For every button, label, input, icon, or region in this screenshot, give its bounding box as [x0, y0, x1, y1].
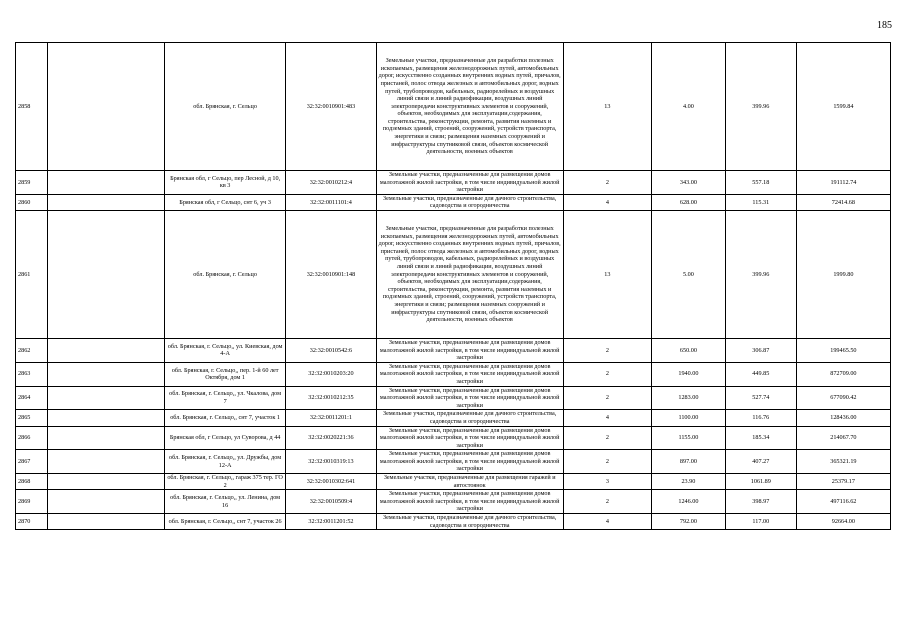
cell-specific-value: 527.74: [725, 386, 796, 410]
cell-area: 343.00: [651, 171, 725, 195]
cell-cadastral-number: 32:32:0010509:4: [286, 490, 376, 514]
cell-address: обл. Брянская, г. Сельцо: [164, 210, 286, 338]
cell-empty: [48, 474, 164, 490]
cell-group: 4: [563, 194, 651, 210]
table-row: [16, 210, 891, 338]
cell-permitted-use: Земельные участки, предназначенные для дачного строительства, садоводства и огородничества: [376, 194, 563, 210]
cell-cadastral-number: 32:32:0010901:148: [286, 210, 376, 338]
cell-group: 2: [563, 386, 651, 410]
cell-permitted-use: Земельные участки, предназначенные для размещения домов малоэтажной жилой застройки, в том числе индивидуальной жилой застройки: [376, 338, 563, 362]
cell-cadastral-value: 25379.17: [796, 474, 890, 490]
table-row: [16, 194, 891, 210]
cell-group: 3: [563, 474, 651, 490]
cell-area: 5.00: [651, 210, 725, 338]
cell-address: Брянская обл, г Сельцо, снт 6, уч 3: [164, 194, 286, 210]
cell-empty: [48, 426, 164, 450]
table-row: [16, 490, 891, 514]
cell-cadastral-number: 32:32:0011101:4: [286, 194, 376, 210]
table-row: [16, 338, 891, 362]
cell-number: 2859: [16, 171, 48, 195]
table-row: [16, 362, 891, 386]
cell-number: 2866: [16, 426, 48, 450]
cell-empty: [48, 194, 164, 210]
cell-specific-value: 449.85: [725, 362, 796, 386]
cell-cadastral-number: 32:32:0010302:641: [286, 474, 376, 490]
cell-number: 2869: [16, 490, 48, 514]
cell-cadastral-number: 32:32:0010901:483: [286, 43, 376, 171]
cell-number: 2862: [16, 338, 48, 362]
cell-area: 650.00: [651, 338, 725, 362]
cell-number: 2861: [16, 210, 48, 338]
cell-address: обл. Брянская, г. Сельцо,, снт 7, участок 1: [164, 410, 286, 426]
cell-permitted-use: Земельные участки, предназначенные для размещения домов малоэтажной жилой застройки, в том числе индивидуальной жилой застройки: [376, 386, 563, 410]
cell-cadastral-number: 32:32:0010212:35: [286, 386, 376, 410]
cell-empty: [48, 43, 164, 171]
cell-cadastral-value: 128436.00: [796, 410, 890, 426]
cell-empty: [48, 386, 164, 410]
cell-empty: [48, 450, 164, 474]
cell-specific-value: 399.96: [725, 210, 796, 338]
cell-group: 2: [563, 426, 651, 450]
cell-permitted-use: Земельные участки, предназначенные для размещения домов малоэтажной жилой застройки, в том числе индивидуальной жилой застройки: [376, 450, 563, 474]
table-row: [16, 426, 891, 450]
cell-specific-value: 115.31: [725, 194, 796, 210]
page-number: 185: [877, 20, 892, 31]
cell-empty: [48, 362, 164, 386]
cell-area: 1155.00: [651, 426, 725, 450]
cell-area: 1246.00: [651, 490, 725, 514]
land-plots-table: [15, 42, 891, 530]
cell-cadastral-value: 92664.00: [796, 514, 890, 530]
cell-address: Брянская обл, г Сельцо, ул Суворова, д 44: [164, 426, 286, 450]
cell-area: 1100.00: [651, 410, 725, 426]
cell-area: 23.90: [651, 474, 725, 490]
cell-empty: [48, 410, 164, 426]
cell-empty: [48, 210, 164, 338]
cell-number: 2858: [16, 43, 48, 171]
cell-cadastral-value: 191112.74: [796, 171, 890, 195]
cell-cadastral-value: 72414.68: [796, 194, 890, 210]
cell-group: 2: [563, 362, 651, 386]
cell-group: 4: [563, 410, 651, 426]
cell-permitted-use: Земельные участки, предназначенные для разработки полезных ископаемых, размещения железнодорожных путей, автомобильных дорог, искусственно созданных внутренних водных путей, причалов, пристаней, полос отвода железных и автомобильных дорог, водных путей, трубопроводов, кабельных, радиорелейных и воздушных линий связи и линий радиофикации, воздушных линий электропередачи конструктивных элементов и сооружений, объектов, необходимых для эксплуатации,содержания, строительства, реконструкции, ремонта, развития наземных и подземных зданий, строений, сооружений, устройств транспорта, энергетики и связи; размещения наземных сооружений и инфраструктуры спутниковой связи, объектов космической деятельности, военных объектов: [376, 43, 563, 171]
cell-number: 2865: [16, 410, 48, 426]
cell-cadastral-value: 199465.50: [796, 338, 890, 362]
cell-group: 2: [563, 171, 651, 195]
cell-cadastral-value: 872709.00: [796, 362, 890, 386]
table-body: [16, 43, 891, 530]
table-row: [16, 514, 891, 530]
cell-address: обл. Брянская, г. Сельцо: [164, 43, 286, 171]
cell-cadastral-value: 1599.84: [796, 43, 890, 171]
cell-empty: [48, 514, 164, 530]
cell-area: 628.00: [651, 194, 725, 210]
cell-number: 2870: [16, 514, 48, 530]
cell-cadastral-value: 365321.19: [796, 450, 890, 474]
cell-permitted-use: Земельные участки, предназначенные для размещения домов малоэтажной жилой застройки, в том числе индивидуальной жилой застройки: [376, 426, 563, 450]
cell-area: 1940.00: [651, 362, 725, 386]
cell-cadastral-value: 677090.42: [796, 386, 890, 410]
cell-empty: [48, 338, 164, 362]
cell-permitted-use: Земельные участки, предназначенные для размещения гаражей и автостоянок: [376, 474, 563, 490]
cell-cadastral-value: 497116.62: [796, 490, 890, 514]
table-row: [16, 450, 891, 474]
cell-area: 792.00: [651, 514, 725, 530]
cell-area: 897.00: [651, 450, 725, 474]
cell-specific-value: 557.18: [725, 171, 796, 195]
cell-address: обл. Брянская, г. Сельцо,, ул. Чкалова, дом 7: [164, 386, 286, 410]
cell-number: 2863: [16, 362, 48, 386]
cell-address: обл. Брянская, г. Сельцо,, ул. Киевская, дом 4-А: [164, 338, 286, 362]
cell-cadastral-number: 32:32:0010212:4: [286, 171, 376, 195]
cell-permitted-use: Земельные участки, предназначенные для дачного строительства, садоводства и огородничества: [376, 410, 563, 426]
cell-empty: [48, 171, 164, 195]
table-row: [16, 43, 891, 171]
cell-permitted-use: Земельные участки, предназначенные для дачного строительства, садоводства и огородничества: [376, 514, 563, 530]
cell-address: обл. Брянская, г. Сельцо,, пер. 1-й 60 лет Октября, дом 1: [164, 362, 286, 386]
cell-cadastral-number: 32:32:0011201:52: [286, 514, 376, 530]
cell-group: 2: [563, 450, 651, 474]
cell-cadastral-number: 32:32:0011201:1: [286, 410, 376, 426]
cell-cadastral-number: 32:32:0020221:36: [286, 426, 376, 450]
cell-group: 13: [563, 210, 651, 338]
cell-specific-value: 306.87: [725, 338, 796, 362]
cell-specific-value: 399.96: [725, 43, 796, 171]
table-row: [16, 386, 891, 410]
cell-cadastral-value: 1999.80: [796, 210, 890, 338]
cell-group: 2: [563, 490, 651, 514]
cell-specific-value: 407.27: [725, 450, 796, 474]
cell-specific-value: 398.97: [725, 490, 796, 514]
cell-address: Брянская обл, г Сельцо, пер Лесной, д 10, кв 3: [164, 171, 286, 195]
cell-group: 13: [563, 43, 651, 171]
cell-specific-value: 1061.89: [725, 474, 796, 490]
table-row: [16, 410, 891, 426]
cell-cadastral-value: 214067.70: [796, 426, 890, 450]
cell-specific-value: 117.00: [725, 514, 796, 530]
cell-group: 4: [563, 514, 651, 530]
cell-permitted-use: Земельные участки, предназначенные для размещения домов малоэтажной жилой застройки, в том числе индивидуальной жилой застройки: [376, 171, 563, 195]
cell-address: обл. Брянская, г. Сельцо,, гараж 375 тер. ГО 2: [164, 474, 286, 490]
cell-group: 2: [563, 338, 651, 362]
cell-permitted-use: Земельные участки, предназначенные для размещения домов малоэтажной жилой застройки, в том числе индивидуальной жилой застройки: [376, 362, 563, 386]
cell-number: 2864: [16, 386, 48, 410]
cell-address: обл. Брянская, г. Сельцо,, ул. Дружбы, дом 12-А: [164, 450, 286, 474]
cell-cadastral-number: 32:32:0010319:13: [286, 450, 376, 474]
cell-number: 2868: [16, 474, 48, 490]
cell-number: 2860: [16, 194, 48, 210]
table-row: [16, 171, 891, 195]
cell-empty: [48, 490, 164, 514]
cell-area: 4.00: [651, 43, 725, 171]
cell-cadastral-number: 32:32:0010203:20: [286, 362, 376, 386]
cell-specific-value: 116.76: [725, 410, 796, 426]
cell-cadastral-number: 32:32:0010542:6: [286, 338, 376, 362]
cell-number: 2867: [16, 450, 48, 474]
cell-address: обл. Брянская, г. Сельцо,, снт 7, участок 26: [164, 514, 286, 530]
cell-permitted-use: Земельные участки, предназначенные для разработки полезных ископаемых, размещения железнодорожных путей, автомобильных дорог, искусственно созданных внутренних водных путей, причалов, пристаней, полос отвода железных и автомобильных дорог, водных путей, трубопроводов, кабельных, радиорелейных и воздушных линий связи и линий радиофикации, воздушных линий электропередачи конструктивных элементов и сооружений, объектов, необходимых для эксплуатации,содержания, строительства, реконструкции, ремонта, развития наземных и подземных зданий, строений, сооружений, устройств транспорта, энергетики и связи; размещения наземных сооружений и инфраструктуры спутниковой связи, объектов космической деятельности, военных объектов: [376, 210, 563, 338]
table-row: [16, 474, 891, 490]
cell-permitted-use: Земельные участки, предназначенные для размещения домов малоэтажной жилой застройки, в том числе индивидуальной жилой застройки: [376, 490, 563, 514]
cell-specific-value: 185.34: [725, 426, 796, 450]
cell-area: 1283.00: [651, 386, 725, 410]
cell-address: обл. Брянская, г. Сельцо,, ул. Ленина, дом 16: [164, 490, 286, 514]
